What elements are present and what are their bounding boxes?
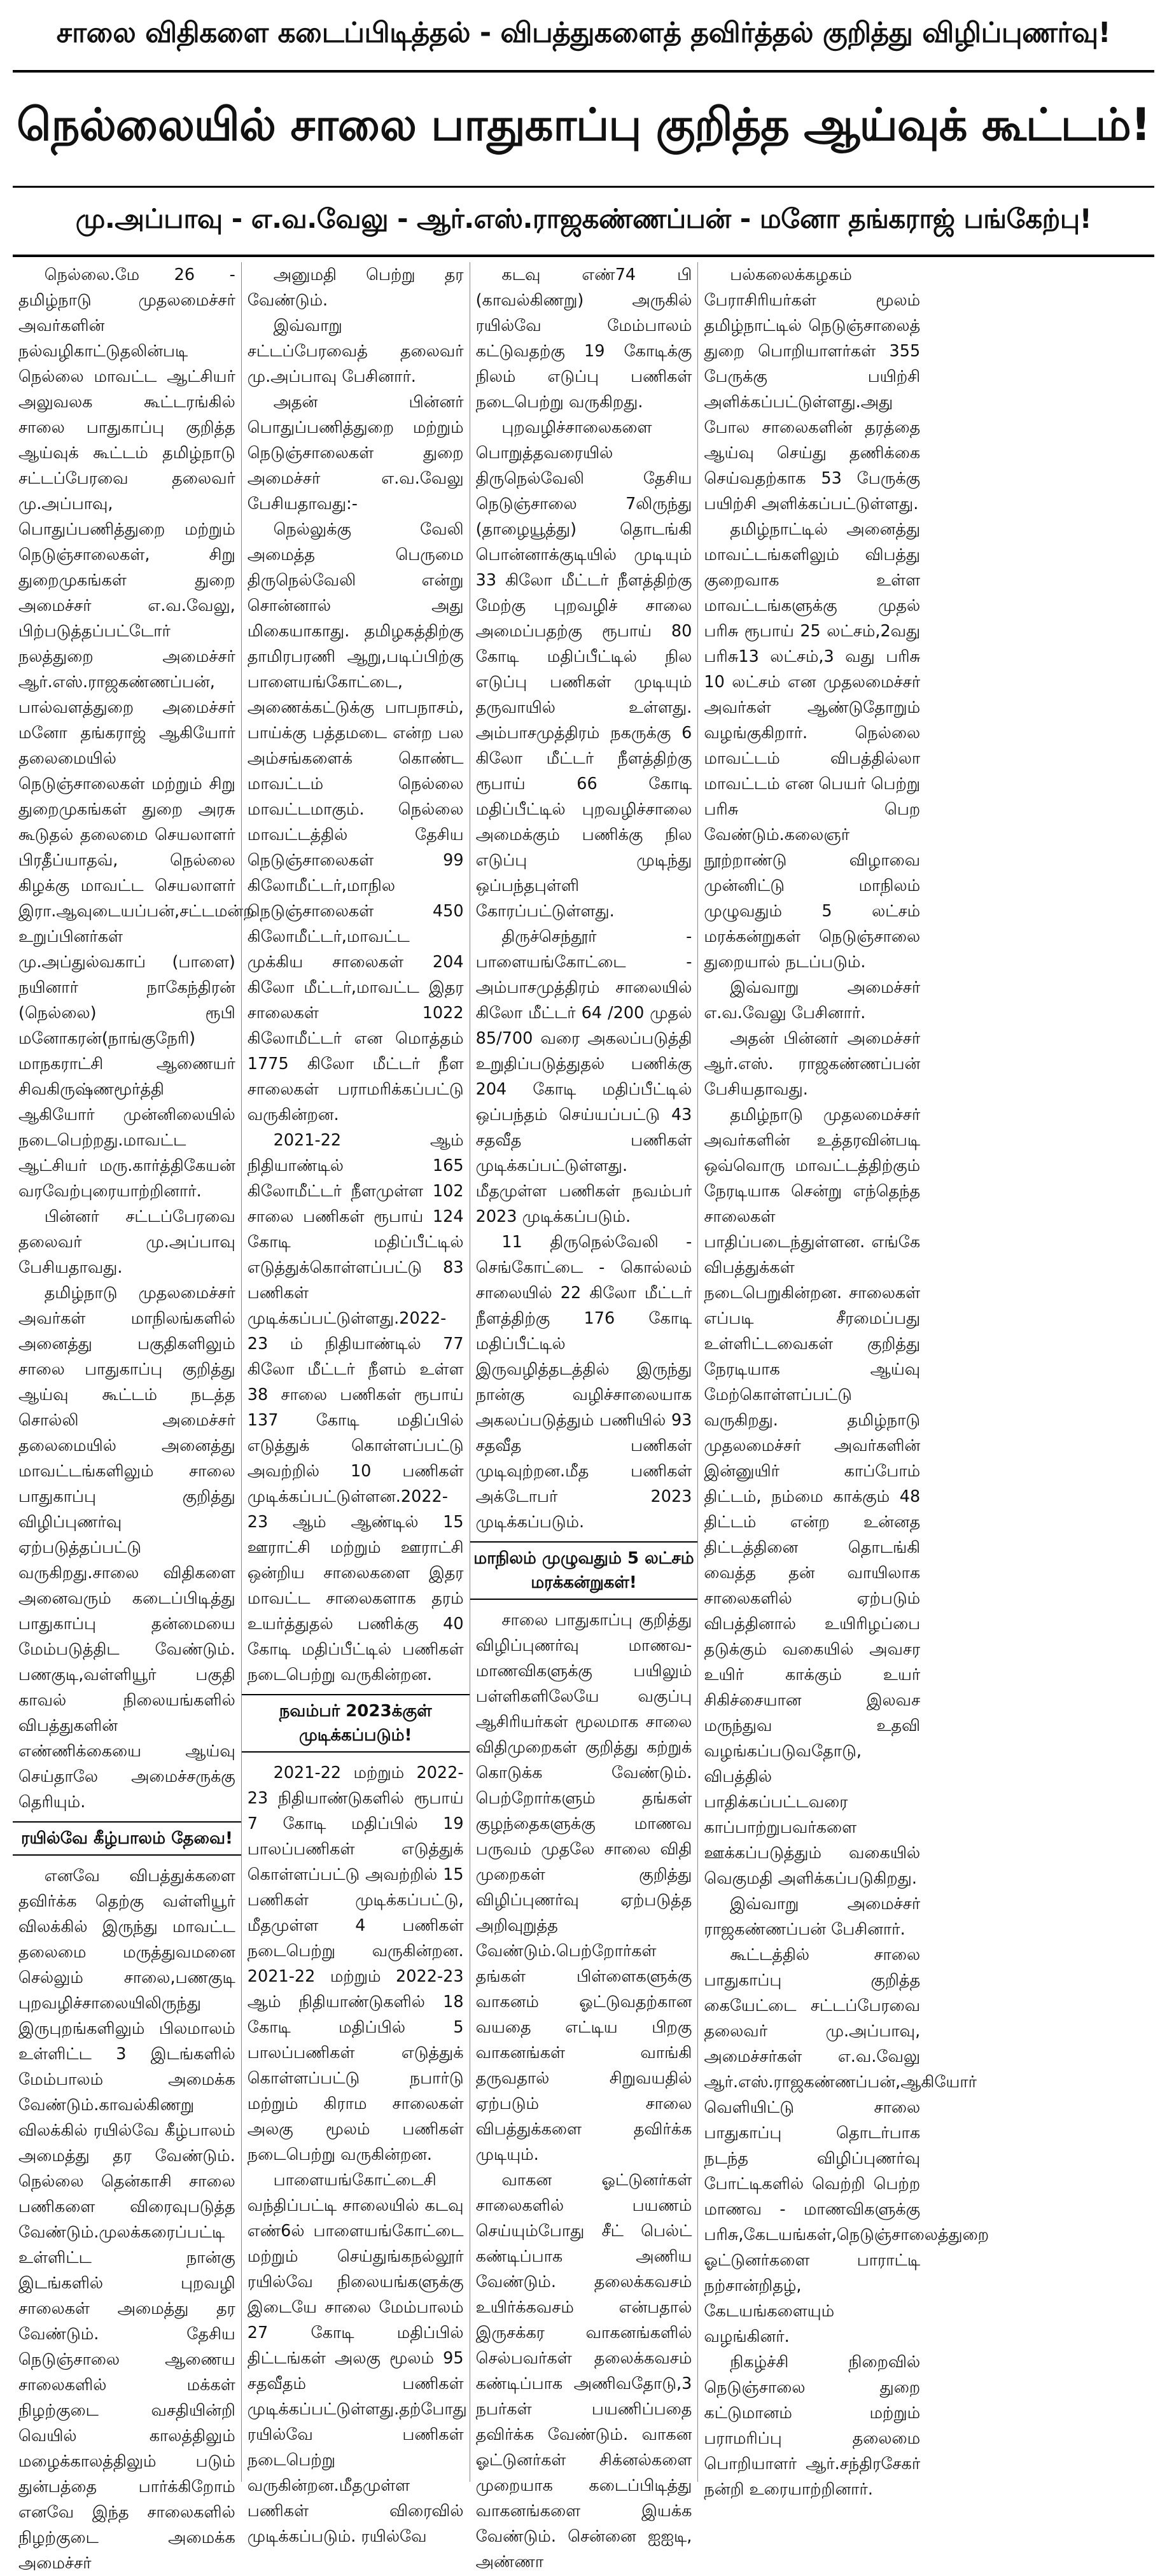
article-paragraph: நெல்லுக்கு வேலி அமைத்த பெருமை திருநெல்வேலி என்று சொன்னால் அது மிகையாகாது. தமிழகத்திற்கு தாமிரபரணி ஆறு,படிப்பிற்கு பாளையங்கோட்டை, அணைக்கட்டுக்கு பாபநாசம், பாய்க்கு பத்தமடை என்ற பல அம்சங்களைக் கொண்ட மாவட்டம் நெல்லை மாவட்டமாகும். நெல்லை மாவட்டத்தில் தேசிய நெடுஞ்சாலைகள் 99 கிலோமீட்டர்,மாநில நெடுஞ்சாலைகள் 450 கிலோமீட்டர்,மாவட்ட முக்கிய சாலைகள் 204 கிலோ மீட்டர்,மாவட்ட இதர சாலைகள் 1022 கிலோமீட்டர் என மொத்தம் 1775 கிலோ மீட்டர் நீள சாலைகள் பராமரிக்கப்பட்டு வருகின்றன.	[247, 520, 464, 1124]
article-paragraph: சாலை பாதுகாப்பு குறித்து விழிப்புணர்வு மாணவ-மாணவிகளுக்கு பயிலும் பள்ளிகளிலேயே வகுப்பு ஆசிரியர்கள் மூலமாக சாலை விதிமுறைகள் குறித்து கற்றுக் கொடுக்க வேண்டும். பெற்றோர்களும் தங்கள் குழந்தைகளுக்கு மாணவ பருவம் முதலே சாலை விதி முறைகள் குறித்து விழிப்புணர்வு ஏற்படுத்த அறிவுறுத்த வேண்டும்.பெற்றோர்கள் தங்கள் பிள்ளைகளுக்கு வாகனம் ஓட்டுவதற்கான வயதை எட்டிய பிறகு வாகனங்கள் வாங்கி தருவதால் சிறுவயதில் ஏற்படும் சாலை விபத்துக்களை தவிர்க்க முடியும்.	[475, 1611, 692, 2164]
article-paragraph: திருச்செந்தூர் - பாளையங்கோட்டை - அம்பாசமுத்திரம் சாலையில் கிலோ மீட்டர் 64 /200 முதல் 85/700 வரை அகலப்படுத்தி உறுதிப்படுத்துதல் பணிக்கு 204 கோடி மதிப்பீட்டில் ஒப்பந்தம் செய்யப்பட்டு 43 சதவீத பணிகள் முடிக்கப்பட்டுள்ளது. மீதமுள்ள பணிகள் நவம்பர் 2023 முடிக்கப்படும்.	[475, 927, 692, 1226]
article-paragraph: 2021-22 மற்றும் 2022-23 நிதியாண்டுகளில் ரூபாய் 7 கோடி மதிப்பில் 19 பாலப்பணிகள் எடுத்துக் கொள்ளப்பட்டு அவற்றில் 15 பணிகள் முடிக்கப்பட்டு, மீதமுள்ள 4 பணிகள் நடைபெற்று வருகின்றன. 2021-22 மற்றும் 2022-23 ஆம் நிதியாண்டுகளில் 18 கோடி மதிப்பில் 5 பாலப்பணிகள் எடுத்துக் கொள்ளப்பட்டு நபார்டு மற்றும் கிராம சாலைகள் அலகு மூலம் பணிகள் நடைபெற்று வருகின்றன.	[247, 1763, 464, 2164]
article-paragraph: இவ்வாறு அமைச்சர் ராஜகண்ணப்பன் பேசினார்.	[704, 1894, 921, 1939]
divider	[13, 70, 1154, 73]
section-subheading: மாநிலம் முழுவதும் 5 லட்சம் மரக்கன்றுகள்!	[470, 1541, 698, 1600]
article-column	[13, 262, 255, 2573]
byline: மு.அப்பாவு - எ.வ.வேலு - ஆர்.எஸ்.ராஜகண்ணப்பன் - மனோ தங்கராஜ் பங்கேற்பு!	[75, 202, 1092, 234]
article-paragraph: வாகன ஓட்டுனர்கள் சாலைகளில் பயணம் செய்யும்போது சீட் பெல்ட் கண்டிப்பாக அணிய வேண்டும். தலைக்கவசம் உயிர்க்கவசம் என்பதால் இருசக்கர வாகனங்களில் செல்பவர்கள் தலைக்கவசம் கண்டிப்பாக அணிவதோடு,3 நபர்கள் பயணிப்பதை தவிர்க்க வேண்டும். வாகன ஓட்டுனர்கள் சிக்னல்களை முறையாக கடைப்பிடித்து வாகனங்களை இயக்க வேண்டும். சென்னை ஐஐடி, அண்ணா	[475, 2171, 692, 2572]
article-paragraph: இவ்வாறு அமைச்சர் எ.வ.வேலு பேசினார்.	[704, 978, 921, 1023]
section-subheading: ரயில்வே கீழ்பாலம் தேவை!	[13, 1821, 241, 1856]
article-paragraph: தமிழ்நாடு முதலமைச்சர் அவர்களின் உத்தரவின்படி ஒவ்வொரு மாவட்டத்திற்கும் நேரடியாக சென்று எந்தெந்த சாலைகள் பாதிப்படைந்துள்ளன. எங்கே விபத்துக்கள் நடைபெறுகின்றன. சாலைகள் எப்படி சீரமைப்பது உள்ளிட்டவைகள் குறித்து நேரடியாக ஆய்வு மேற்கொள்ளப்பட்டு வருகிறது. தமிழ்நாடு முதலமைச்சர் அவர்களின் இன்னுயிர் காப்போம் திட்டம், நம்மை காக்கும் 48 திட்டம் என்ற உன்னத திட்டத்தினை தொடங்கி வைத்த தன் வாயிலாக சாலைகளில் ஏற்படும் விபத்தினால் உயிரிழப்பை தடுக்கும் வகையில் அவசர உயிர் காக்கும் உயர் சிகிச்சையான இலவச மருந்துவ உதவி வழங்கப்படுவதோடு, விபத்தில் பாதிக்கப்பட்டவரை காப்பாற்றுபவர்களை ஊக்கப்படுத்தும் வகையில் வெகுமதி அளிக்கப்படுகிறது.	[704, 1105, 921, 1888]
article-paragraph: தமிழ்நாட்டில் அனைத்து மாவட்டங்களிலும் விபத்து குறைவாக உள்ள மாவட்டங்களுக்கு முதல் பரிசு ரூபாய் 25 லட்சம்,2வது பரிசு13 லட்சம்,3 வது பரிசு 10 லட்சம் என முதலமைச்சர் அவர்கள் ஆண்டுதோறும் வழங்குகிறார். நெல்லை மாவட்டம் விபத்தில்லா மாவட்டம் என பெயர் பெற்று பரிசு பெற வேண்டும்.கலைஞர் நூற்றாண்டு விழாவை முன்னிட்டு மாநிலம் முழுவதும் 5 லட்சம் மரக்கன்றுகள் நெடுஞ்சாலை துறையால் நடப்படும்.	[704, 520, 921, 972]
article-paragraph: எனவே விபத்துக்களை தவிர்க்க தெற்கு வள்ளியூர் விலக்கில் இருந்து மாவட்ட தலைமை மருத்துவமனை செல்லும் சாலை,பணகுடி புறவழிச்சாலையிலிருந்து இருபுறங்களிலும் பிலமாலம் உள்ளிட்ட 3 இடங்களில் மேம்பாலம் அமைக்க வேண்டும்.காவல்கிணறு விலக்கில் ரயில்வே கீழ்பாலம் அமைத்து தர வேண்டும். நெல்லை தென்காசி சாலை பணிகளை விரைவுபடுத்த வேண்டும்.முலக்கரைப்பட்டி உள்ளிட்ட நான்கு இடங்களில் புறவழி சாலைகள் அமைத்து தர வேண்டும். தேசிய நெடுஞ்சாலை ஆணைய சாலைகளில் மக்கள் நிழற்குடை வசதியின்றி வெயில் காலத்திலும் மழைக்காலத்திலும் படும் துன்பத்தை பார்க்கிறோம் எனவே இந்த சாலைகளில் நிழற்குடை அமைக்க அமைச்சர்	[18, 1866, 235, 2573]
article-paragraph: 11 திருநெல்வேலி - செங்கோட்டை - கொல்லம் சாலையில் 22 கிலோ மீட்டர் நீளத்திற்கு 176 கோடி மதிப்பீட்டில் இருவழித்தடத்தில் இருந்து நான்கு வழிச்சாலையாக அகலப்படுத்தும் பணியில் 93 சதவீத பணிகள் முடிவுற்றன.மீத பணிகள் அக்டோபர் 2023 முடிக்கப்படும்.	[475, 1233, 692, 1532]
article-paragraph: நிகழ்ச்சி நிறைவில் நெடுஞ்சாலை துறை கட்டுமானம் மற்றும் பராமரிப்பு தலைமை பொறியாளர் ஆர்.சந்திரசேகர் நன்றி உரையாற்றினார்.	[704, 2353, 921, 2499]
article-paragraph: நெல்லை.மே 26 - தமிழ்நாடு முதலமைச்சர் அவர்களின் நல்வழிகாட்டுதலின்படி நெல்லை மாவட்ட ஆட்சியர் அலுவலக கூட்டரங்கில் சாலை பாதுகாப்பு குறித்த ஆய்வுக் கூட்டம் தமிழ்நாடு சட்டப்பேரவை தலைவர் மு.அப்பாவு, பொதுப்பணித்துறை மற்றும் நெடுஞ்சாலைகள், சிறு துறைமுகங்கள் துறை அமைச்சர் எ.வ.வேலு, பிற்படுத்தப்பட்டோர் நலத்துறை அமைச்சர் ஆர்.எஸ்.ராஜகண்ணப்பன், பால்வளத்துறை அமைச்சர் மனோ தங்கராஜ் ஆகியோர் தலைமையில் நெடுஞ்சாலைகள் மற்றும் சிறு துறைமுகங்கள் துறை அரசு கூடுதல் தலைமை செயலாளர் பிரதீப்யாதவ், நெல்லை கிழக்கு மாவட்ட செயலாளர் இரா.ஆவுடையப்பன்,சட்டமன்ற உறுப்பினர்கள் மு.அப்துல்வகாப் (பாளை) நயினார் நாகேந்திரன் (நெல்லை) ரூபி மனோகரன்(நாங்குநேரி) மாநகராட்சி ஆணையர் சிவகிருஷ்ணமூர்த்தி ஆகியோர் முன்னிலையில் நடைபெற்றது.மாவட்ட ஆட்சியர் மரு.கார்த்திகேயன் வரவேற்புரையாற்றினார்.	[18, 265, 255, 1201]
section-subheading: நவம்பர் 2023க்குள் முடிக்கப்படும்!	[242, 1694, 470, 1753]
article-paragraph: 2021-22 ஆம் நிதியாண்டில் 165 கிலோமீட்டர் நீளமுள்ள 102 சாலை பணிகள் ரூபாய் 124 கோடி மதிப்பீட்டில் எடுத்துக்கொள்ளப்பட்டு 83 பணிகள் முடிக்கப்பட்டுள்ளது.2022-23 ம் நிதியாண்டில் 77 கிலோ மீட்டர் நீளம் உள்ள 38 சாலை பணிகள் ரூபாய் 137 கோடி மதிப்பில் எடுத்துக் கொள்ளப்பட்டு அவற்றில் 10 பணிகள் முடிக்கப்பட்டுள்ளன.2022-23 ஆம் ஆண்டில் 15 ஊராட்சி மற்றும் ஊராட்சி ஒன்றிய சாலைகளை இதர மாவட்ட சாலைகளாக தரம் உயர்த்துதல் பணிக்கு 40 கோடி மதிப்பீட்டில் பணிகள் நடைபெற்று வருகின்றன.	[247, 1131, 464, 1684]
article-paragraph: கடவு எண்74 பி (காவல்கிணறு) அருகில் ரயில்வே மேம்பாலம் கட்டுவதற்கு 19 கோடிக்கு நிலம் எடுப்பு பணிகள் நடைபெற்று வருகிறது.	[475, 265, 692, 412]
article-column	[697, 262, 989, 2499]
article-paragraph: அதன் பின்னர் பொதுப்பணித்துறை மற்றும் நெடுஞ்சாலைகள் துறை அமைச்சர் எ.வ.வேலு பேசியதாவது:-	[247, 393, 464, 514]
divider	[13, 186, 1154, 188]
article-paragraph: புறவழிச்சாலைகளை பொறுத்தவரையில் திருநெல்வேலி தேசிய நெடுஞ்சாலை 7லிருந்து (தாழையூத்து) தொடங்கி பொன்னாக்குடியில் முடியும் 33 கிலோ மீட்டர் நீளத்திற்கு மேற்கு புறவழிச் சாலை அமைப்பதற்கு ரூபாய் 80 கோடி மதிப்பீட்டில் நில எடுப்பு பணிகள் முடியும் தருவாயில் உள்ளது. அம்பாசமுத்திரம் நகருக்கு 6 கிலோ மீட்டர் நீளத்திற்கு ரூபாய் 66 கோடி மதிப்பீட்டில் புறவழிச்சாலை அமைக்கும் பணிக்கு நில எடுப்பு முடிந்து ஒப்பந்தபுள்ளி கோரப்பட்டுள்ளது.	[475, 418, 692, 921]
article-paragraph: பாளையங்கோட்டைசி வந்திப்பட்டி சாலையில் கடவு எண்6ல் பாளையங்கோட்டை மற்றும் செய்துங்கநல்லூர் ரயில்வே நிலையங்களுக்கு இடையே சாலை மேம்பாலம் 27 கோடி மதிப்பில் திட்டங்கள் அலகு மூலம் 95 சதவீதம் பணிகள் முடிக்கப்பட்டுள்ளது.தற்போது ரயில்வே பணிகள் நடைபெற்று வருகின்றன.மீதமுள்ள பணிகள் விரைவில் முடிக்கப்படும். ரயில்வே	[247, 2171, 467, 2546]
article-paragraph: அனுமதி பெற்று தர வேண்டும்.	[247, 265, 464, 310]
article-paragraph: பின்னர் சட்டப்பேரவை தலைவர் மு.அப்பாவு பேசியதாவது.	[18, 1207, 235, 1277]
divider	[13, 255, 1154, 257]
article-paragraph: அதன் பின்னர் அமைச்சர் ஆர்.எஸ். ராஜகண்ணப்பன் பேசியதாவது.	[704, 1029, 921, 1099]
article-paragraph: பல்கலைக்கழகம் பேராசிரியர்கள் மூலம் தமிழ்நாட்டில் நெடுஞ்சாலைத் துறை பொறியாளர்கள் 355 பேருக்கு பயிற்சி அளிக்கப்பட்டுள்ளது.அது போல சாலைகளின் தரத்தை ஆய்வு செய்து தணிக்கை செய்வதற்காக 53 பேருக்கு பயிற்சி அளிக்கப்பட்டுள்ளது.	[704, 265, 921, 514]
article-body	[13, 262, 1154, 2573]
kicker-headline: சாலை விதிகளை கடைப்பிடித்தல் - விபத்துகளைத் தவிர்த்தல் குறித்து விழிப்புணர்வு!	[56, 16, 1111, 49]
main-headline: நெல்லையில் சாலை பாதுகாப்பு குறித்த ஆய்வுக் கூட்டம்!	[17, 98, 1150, 151]
article-column	[241, 262, 470, 2546]
article-paragraph: தமிழ்நாடு முதலமைச்சர் அவர்கள் மாநிலங்களில் அனைத்து பகுதிகளிலும் சாலை பாதுகாப்பு குறித்து ஆய்வு கூட்டம் நடத்த சொல்லி அமைச்சர் தலைமையில் அனைத்து மாவட்டங்களிலும் சாலை பாதுகாப்பு குறித்து விழிப்புணர்வு ஏற்படுத்தப்பட்டு வருகிறது.சாலை விதிகளை அனைவரும் கடைப்பிடித்து பாதுகாப்பு தன்மையை மேம்படுத்திட வேண்டும். பணகுடி,வள்ளியூர் பகுதி காவல் நிலையங்களில் விபத்துகளின் எண்ணிக்கையை ஆய்வு செய்தாலே அமைச்சருக்கு தெரியும்.	[18, 1284, 235, 1812]
article-paragraph: இவ்வாறு சட்டப்பேரவைத் தலைவர் மு.அப்பாவு பேசினார்.	[247, 316, 464, 386]
article-paragraph: கூட்டத்தில் சாலை பாதுகாப்பு குறித்த கையேட்டை சட்டப்பேரவை தலைவர் மு.அப்பாவு, அமைச்சர்கள் எ.வ.வேலு ஆர்.எஸ்.ராஜகண்ணப்பன்,ஆகியோர் வெளியிட்டு சாலை பாதுகாப்பு தொடர்பாக நடந்த விழிப்புணர்வு போட்டிகளில் வெற்றி பெற்ற மாணவ - மாணவிகளுக்கு பரிசு,கேடயங்கள்,நெடுஞ்சாலைத்துறை ஓட்டுனர்களை பாராட்டி நற்சான்றிதழ், கேடயங்களையும் வழங்கினர்.	[704, 1945, 989, 2346]
article-column	[470, 262, 698, 2572]
